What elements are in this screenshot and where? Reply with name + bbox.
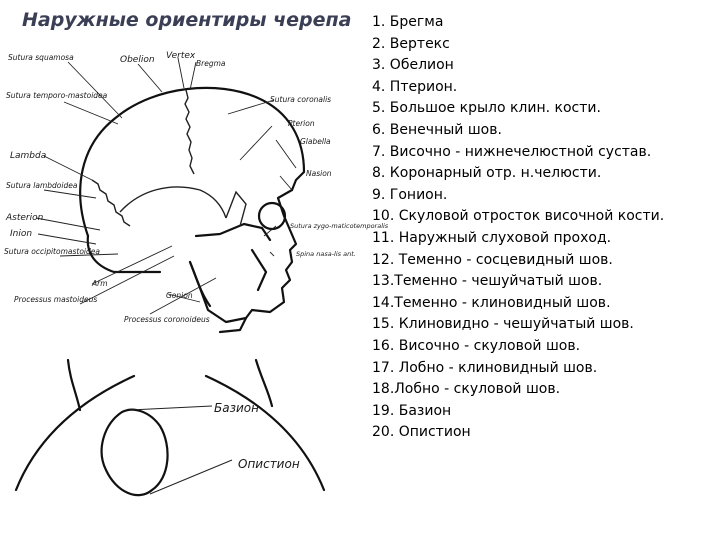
skull-base-outline (16, 376, 324, 490)
occipital-condyle-left (68, 360, 80, 410)
label-inion: Inion (10, 229, 33, 239)
slide-title: Наружные ориентиры черепа (22, 9, 352, 31)
skull-illustration (0, 40, 389, 540)
label-bregma: Bregma (196, 59, 226, 68)
legend-item: 7. Височно - нижнечелюстной сустав. (372, 143, 652, 160)
legend-item: 4. Птерион. (372, 78, 458, 95)
maxilla (252, 250, 266, 290)
legend-item: 12. Теменно - сосцевидный шов. (372, 251, 613, 268)
legend-item: 6. Венечный шов. (372, 121, 502, 138)
label-spina-nasalis: Spina nasa-lis ant. (296, 250, 356, 258)
legend-item: 3. Обелион (372, 57, 454, 74)
legend-item: 15. Клиновидно - чешуйчатый шов. (372, 316, 634, 333)
foramen-magnum (102, 410, 168, 495)
legend-item: 14.Теменно - клиновидный шов. (372, 294, 611, 311)
legend-item: 1. Брегма (372, 14, 444, 30)
label-pterion: Pterion (288, 119, 315, 128)
legend-item: 10. Скуловой отросток височной кости. (372, 208, 665, 225)
legend-item: 11. Наружный слуховой проход. (372, 229, 612, 246)
label-processus-mastoideus: Processus mastoideus (14, 295, 98, 304)
squamous-suture (120, 187, 226, 218)
label-sutura-zygomatica: Sutura zygo-maticotemporalis (290, 222, 389, 230)
legend-item: 20. Опистион (372, 424, 471, 441)
label-lambda: Lambda (10, 151, 47, 161)
legend-item: 2. Вертекс (372, 35, 450, 52)
legend-item: 13.Теменно - чешуйчатый шов. (372, 273, 603, 290)
occipital-condyle-right (256, 360, 272, 406)
legend-item: 16. Височно - скуловой шов. (372, 337, 581, 354)
lambdoid-suture (92, 180, 130, 226)
label-obelion: Obelion (120, 55, 155, 65)
face-outline (190, 190, 296, 322)
skull-drawing (0, 40, 389, 540)
coronal-suture (185, 90, 194, 174)
label-glabella: Glabella (300, 137, 331, 146)
orbit (259, 203, 285, 229)
legend-item: 5. Большое крыло клин. кости. (372, 100, 601, 117)
skull-labels (4, 51, 389, 324)
label-opisthion: Опистион (238, 457, 300, 471)
label-sutura-squamosa: Sutura squamosa (8, 53, 74, 62)
legend-item: 8. Коронарный отр. н.челюсти. (372, 165, 602, 182)
label-nasion: Nasion (306, 169, 332, 178)
sphenoid-area (226, 192, 246, 226)
legend-item: 18.Лобно - скуловой шов. (372, 381, 561, 398)
label-sutura-occipitomastoidea: Sutura occipitomastoidea (4, 247, 100, 256)
label-sutura-coronalis: Sutura coronalis (270, 95, 332, 104)
label-basion: Базион (214, 401, 259, 415)
zygomatic-arch (196, 224, 270, 240)
label-sutura-temporo-parietalis: Sutura temporo-mastoidea (6, 91, 108, 100)
label-sutura-lambdoidea: Sutura lambdoidea (6, 181, 78, 190)
skull-base-view (16, 360, 324, 495)
skull-base-pointers (130, 406, 232, 494)
label-gonion: Gonion (166, 291, 193, 300)
label-asterion: Asterion (6, 213, 44, 223)
label-arm: Arm (92, 279, 108, 288)
label-vertex: Vertex (166, 51, 196, 61)
label-processus-coronoideus: Processus coronoideus (124, 315, 210, 324)
legend-item: 19. Базион (372, 402, 452, 419)
legend-item: 17. Лобно - клиновидный шов. (372, 359, 598, 376)
legend-item: 9. Гонион. (372, 186, 448, 203)
landmark-legend (372, 12, 712, 444)
